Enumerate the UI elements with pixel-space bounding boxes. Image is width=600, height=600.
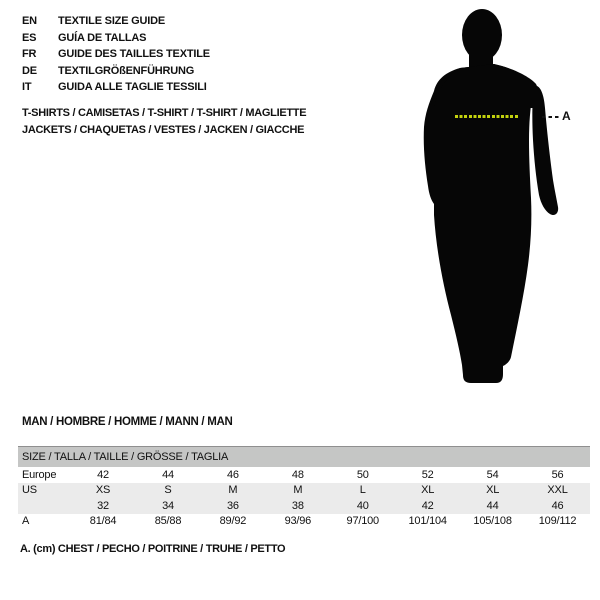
measurement-footnote: A. (cm) CHEST / PECHO / POITRINE / TRUHE / PETTO xyxy=(20,543,286,555)
table-cell: XL xyxy=(395,483,460,499)
table-cell: 85/88 xyxy=(154,515,182,528)
table-cell: 44 xyxy=(162,468,174,481)
garment-line-tshirts: T-SHIRTS / CAMISETAS / T-SHIRT / T-SHIRT / MAGLIETTE xyxy=(22,107,307,119)
row-label: A xyxy=(22,515,30,528)
table-cell: 42 xyxy=(97,468,109,481)
size-table-header: SIZE / TALLA / TAILLE / GRÖSSE / TAGLIA xyxy=(18,447,590,468)
language-row xyxy=(22,13,210,30)
section-title-man: MAN / HOMBRE / HOMME / MANN / MAN xyxy=(22,416,233,428)
row-label: US xyxy=(18,483,71,499)
language-code: ES xyxy=(22,31,37,44)
language-label: GUIDA ALLE TAGLIE TESSILI xyxy=(58,81,207,93)
language-row xyxy=(22,46,210,63)
table-cell: 54 xyxy=(486,468,499,481)
language-code: IT xyxy=(22,81,32,93)
language-label: TEXTILGRÖßENFÜHRUNG xyxy=(58,64,195,77)
table-cell: 89/92 xyxy=(219,515,247,528)
measure-label-a: A xyxy=(562,109,571,123)
table-cell: 56 xyxy=(551,468,564,481)
language-label: GUIDE DES TAILLES TEXTILE xyxy=(58,48,210,60)
table-cell: 32 xyxy=(71,498,136,514)
garment-line-jackets: JACKETS / CHAQUETAS / VESTES / JACKEN / GIACCHE xyxy=(22,124,305,136)
table-cell: 46 xyxy=(226,468,239,481)
language-list xyxy=(22,13,210,96)
silhouette-shoulders xyxy=(434,64,542,108)
table-cell: XXL xyxy=(525,483,590,499)
table-row-chest-a xyxy=(18,514,590,530)
size-table-header-row xyxy=(18,447,590,468)
language-label: GUÍA DE TALLAS xyxy=(58,31,147,44)
language-code: DE xyxy=(22,64,37,77)
table-cell: XL xyxy=(460,483,525,499)
table-cell: L xyxy=(330,483,395,499)
table-cell: S xyxy=(136,483,201,499)
table-row-alt-size xyxy=(18,498,590,514)
garment-types xyxy=(22,105,306,139)
table-cell: 105/108 xyxy=(473,515,512,528)
table-cell: 109/112 xyxy=(538,515,577,528)
table-row-europe xyxy=(18,467,590,483)
language-row xyxy=(22,30,210,47)
language-row xyxy=(22,79,210,96)
table-cell: 42 xyxy=(395,498,460,514)
language-label: TEXTILE SIZE GUIDE xyxy=(58,15,166,27)
row-label xyxy=(18,498,71,514)
chest-measure-dotted-line xyxy=(455,115,518,118)
language-code: EN xyxy=(22,15,37,27)
table-cell: 101/104 xyxy=(408,515,447,528)
table-cell: 46 xyxy=(525,498,590,514)
measure-dash-line xyxy=(542,116,560,118)
table-cell: 81/84 xyxy=(89,515,117,528)
table-cell: 38 xyxy=(265,498,330,514)
table-cell: XS xyxy=(71,483,136,499)
table-cell: 48 xyxy=(291,468,304,481)
table-cell: 36 xyxy=(200,498,265,514)
table-cell: 50 xyxy=(356,468,369,481)
language-row xyxy=(22,63,210,80)
table-cell: 52 xyxy=(421,468,434,481)
silhouette-body xyxy=(424,64,534,383)
size-table xyxy=(18,446,590,529)
row-label: Europe xyxy=(22,468,57,481)
table-cell: 93/96 xyxy=(284,515,312,528)
language-code: FR xyxy=(22,48,37,60)
table-cell: M xyxy=(200,483,265,499)
table-cell: M xyxy=(265,483,330,499)
table-row-us xyxy=(18,483,590,499)
table-cell: 40 xyxy=(330,498,395,514)
table-cell: 44 xyxy=(460,498,525,514)
man-silhouette xyxy=(375,0,585,395)
table-cell: 34 xyxy=(136,498,201,514)
table-cell: 97/100 xyxy=(346,515,379,528)
